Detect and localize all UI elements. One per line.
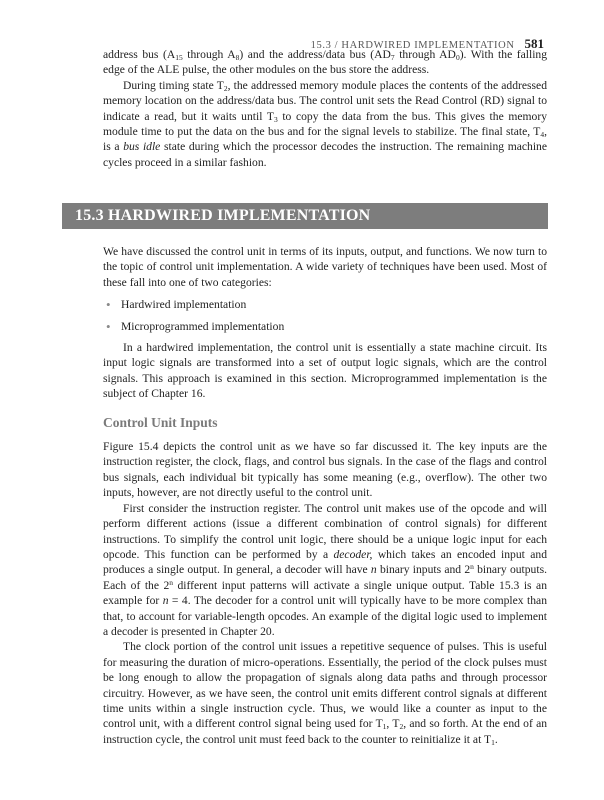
section-body bbox=[103, 244, 547, 747]
bullet-icon: • bbox=[106, 318, 111, 334]
bullet-icon: • bbox=[106, 297, 111, 313]
running-title: 15.3 / HARDWIRED IMPLEMENTATION bbox=[310, 40, 515, 51]
section-title: 15.3 HARDWIRED IMPLEMENTATION bbox=[75, 207, 371, 224]
implementation-list bbox=[103, 297, 547, 334]
paragraph-timing-state: During timing state $T_2$, the addressed memory module places the contents of the addressed memory location on the address/data bus. The control unit sets the Read Control (RD) signal to indicate a read, but it waits until $T_3$ to copy the data from the bus. This gives the memory module time to put the data on the bus and for the signal levels to stabilize. The final state, $T_4$, is a bus idle state during which the processor decodes the instruction. The remaining machine cycles proceed in a similar fashion. bbox=[103, 78, 547, 169]
paragraph-clock: The clock portion of the control unit issues a repetitive sequence of pulses. This is useful for measuring the duration of micro-operations. Essentially, the period of the clock pulses must be long enough to allow the propagation of signals along data paths and through processor circuitry. However, as we have seen, the control unit emits different control signals at different time units within a single instruction cycle. Thus, we would like a counter as input to the control unit, with a different control signal being used for $T_1$, $T_2$, and so forth. At the end of an instruction cycle, the control unit must feed back to the counter to reinitialize it at $T_1$. bbox=[103, 640, 548, 747]
paragraph-hardwired: In a hardwired implementation, the control unit is essentially a state machine circuit. Its input logic signals are transformed into a set of output logic signals, which are the control signals. This approach is examined in this section. Microprogrammed implementation is the subject of Chapter 16. bbox=[103, 341, 547, 401]
paragraph-section-intro: We have discussed the control unit in terms of its inputs, output, and functions. We now turn to the topic of control unit implementation. A wide variety of techniques have been used. Most of these fall into one of two categories: bbox=[103, 245, 547, 289]
paragraph-control-inputs: Figure 15.4 depicts the control unit as we have so far discussed it. The key inputs are the instruction register, the clock, flags, and control bus signals. In the case of the flags and control bus signals, each individual bit typically has some meaning (e.g., overflow). The other two inputs, however, are not directly useful to the control unit. bbox=[103, 440, 547, 500]
top-text-block bbox=[103, 47, 547, 170]
list-item: • Hardwired implementation bbox=[106, 297, 247, 313]
section-heading-bar bbox=[62, 203, 548, 229]
subsection-title: Control Unit Inputs bbox=[103, 414, 218, 430]
paragraph-instruction-register: First consider the instruction register. The control unit makes use of the opcode and will perform different actions (issue a different combination of control signals) for different instructions. To simplify the control unit logic, there should be a unique logic input for each opcode. This function can be performed by a decoder, which takes an encoded input and produces a single output. In general, a decoder will have n binary inputs and 2$^n$ binary outputs. Each of the 2$^n$ different input patterns will activate a single unique output. Table 15.3 is an example for n = 4. The decoder for a control unit will typically have to be more complex than that, to account for variable-length opcodes. An example of the digital logic used to implement a decoder is presented in Chapter 20. bbox=[103, 501, 547, 638]
list-item: • Microprogrammed implementation bbox=[106, 318, 285, 334]
paragraph-ale-address: address bus ($A_{15}$ through $A_8$) and the address/data bus ($AD_7$ through $AD_0$). With the falling edge of the ALE pulse, the other modules on the bus store the address. bbox=[103, 48, 548, 77]
page-number: 581 bbox=[524, 36, 544, 51]
